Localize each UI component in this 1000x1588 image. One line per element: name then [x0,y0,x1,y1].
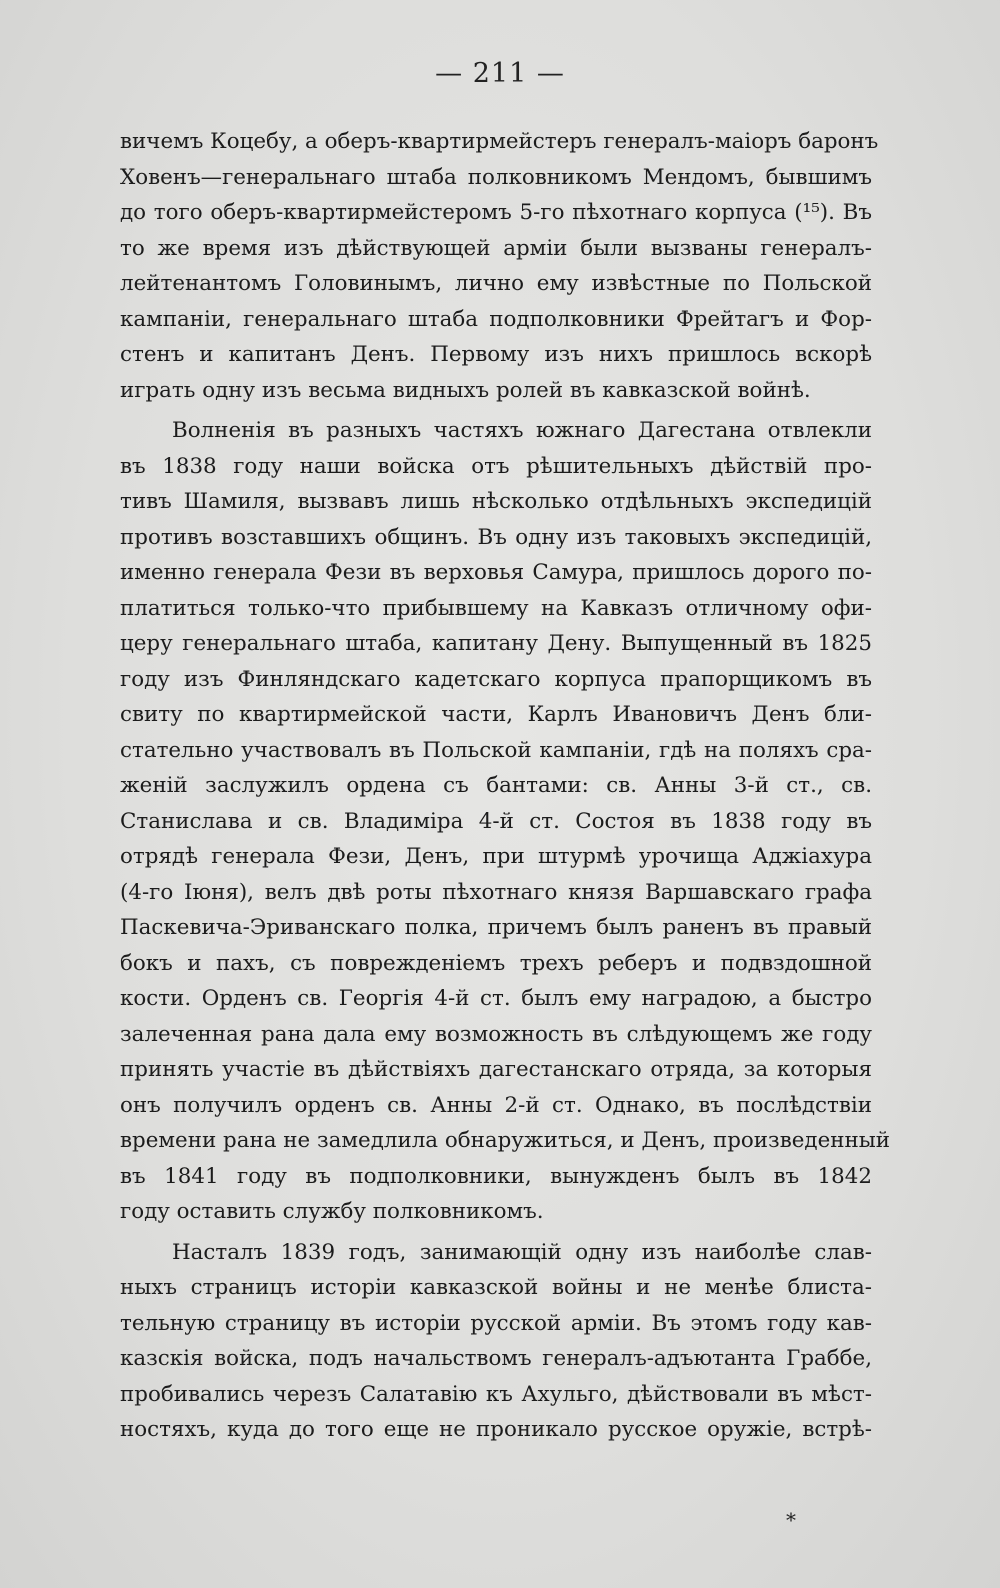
text-line: именно генерала Фези въ верховья Самура, пришлось дорого по- [120,560,872,585]
text-line: (4-го Іюня), велъ двѣ роты пѣхотнаго князя Варшавскаго графа [120,879,872,905]
text-line: казскія войска, подъ начальствомъ генералъ-адъютанта Граббе, [120,1346,872,1371]
page-number: — 211 — [435,58,565,89]
text-line: кампаніи, генеральнаго штаба подполковники Фрейтагъ и Фор- [120,306,872,332]
text-line: бокъ и пахъ, съ поврежденіемъ трехъ реберъ и подвздошной [120,950,872,976]
text-line: году изъ Финляндскаго кадетскаго корпуса прапорщикомъ въ [120,666,872,692]
text-line: противъ возставшихъ общинъ. Въ одну изъ таковыхъ экспедицій, [120,524,872,550]
paragraph [120,1235,872,1448]
text-line: времени рана не замедлила обнаружиться, и Денъ, произведенный [120,1128,891,1153]
text-line: женій заслужилъ ордена съ бантами: св. Анны 3-й ст., св. [120,773,872,798]
text-line: стательно участвовалъ въ Польской кампаніи, гдѣ на поляхъ сра- [120,737,872,763]
text-line: стенъ и капитанъ Денъ. Первому изъ нихъ пришлось вскорѣ [120,342,872,367]
text-line: играть одну изъ весьма видныхъ ролей въ кавказской войнѣ. [120,377,811,403]
body-text [120,124,891,1448]
text-line: до того оберъ-квартирмейстеромъ 5-го пѣхотнаго корпуса (¹⁵). Въ [120,200,872,225]
text-line: пробивались черезъ Салатавію къ Ахульго, дѣйствовали въ мѣст- [120,1381,872,1407]
text-line: свиту по квартирмейской части, Карлъ Ивановичъ Денъ бли- [120,702,872,727]
text-line: Настaлъ 1839 годъ, занимающій одну изъ наиболѣе слав- [172,1239,872,1265]
text-line: Паскевича-Эриванскаго полка, причемъ былъ раненъ въ правый [120,915,872,940]
text-line: то же время изъ дѣйствующей арміи были вызваны генералъ- [120,235,872,261]
text-line: Ховенъ—генеральнаго штаба полковникомъ Мендомъ, бывшимъ [120,164,872,190]
paragraph [120,124,879,408]
text-line: тельную страницу въ исторіи русской арміи. Въ этомъ году кав- [120,1310,872,1336]
text-line: лейтенантомъ Головинымъ, лично ему извѣстные по Польской [120,271,872,296]
text-line: платиться только-что прибывшему на Кавказъ отличному офи- [120,595,872,621]
text-line: залеченная рана дала ему возможность въ слѣдующемъ же году [120,1021,872,1047]
text-line: кости. Орденъ св. Георгія 4-й ст. былъ ему наградою, а быстро [120,986,872,1011]
text-line: ностяхъ, куда до того еще не проникало русское оружіе, встрѣ- [120,1417,872,1442]
paragraph [120,413,891,1230]
text-line: Станислава и св. Владиміра 4-й ст. Состоя въ 1838 году въ [120,808,872,834]
text-line: онъ получилъ орденъ св. Анны 2-й ст. Однако, въ послѣдствіи [120,1092,872,1118]
text-line: тивъ Шамиля, вызвавъ лишь нѣсколько отдѣльныхъ экспедицій [120,489,872,514]
text-line: принять участіе въ дѣйствіяхъ дагестанскаго отряда, за которыя [120,1057,872,1082]
text-line: въ 1838 году наши войска отъ рѣшительныхъ дѣйствій про- [120,453,872,479]
text-line: въ 1841 году въ подполковники, вынужденъ былъ въ 1842 [120,1163,872,1189]
signature-mark: * [786,1508,796,1532]
text-line: церу генеральнаго штаба, капитану Дену. Выпущенный въ 1825 [120,631,872,656]
text-line: отрядѣ генерала Фези, Денъ, при штурмѣ урочища Аджіахура [120,844,872,869]
text-line: году оставить службу полковникомъ. [120,1199,544,1224]
text-line: ныхъ страницъ исторіи кавказской войны и не менѣе блиста- [120,1275,872,1300]
text-line: Волненія въ разныхъ частяхъ южнаго Дагестана отвлекли [172,418,872,443]
text-line: вичемъ Коцебу, а оберъ-квартирмейстеръ генералъ-маіоръ баронъ [120,129,879,154]
